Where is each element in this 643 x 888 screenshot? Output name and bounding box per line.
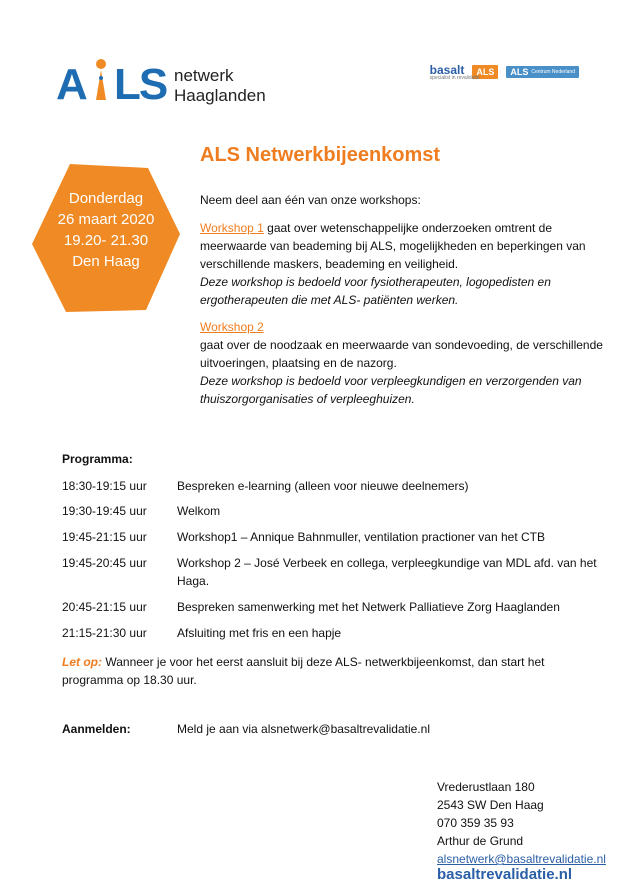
programma-desc: Welkom	[177, 504, 221, 518]
intro-text: Neem deel aan één van onze workshops:	[200, 193, 421, 207]
note-let-op	[62, 653, 582, 689]
contact-phone: 070 359 35 93	[437, 816, 514, 830]
let-op-label: Let op:	[62, 655, 102, 669]
contact-name: Arthur de Grund	[437, 834, 524, 848]
workshop-2-text: gaat over de noodzaak en meerwaarde van sondevoeding, de verschillende uitvoeringen, plaatsing en de nazorg.	[200, 338, 603, 370]
aanmelden-text: Meld je aan via alsnetwerk@basaltrevalidatie.nl	[177, 722, 430, 736]
basalt-logo: basalt specialist in revalidatie	[429, 63, 480, 81]
programma-desc: Workshop1 – Annique Bahnmuller, ventilation practioner van het CTB	[177, 530, 545, 544]
programma-desc: Bespreken e-learning (alleen voor nieuwe deelnemers)	[177, 479, 469, 493]
workshop-1-text: gaat over wetenschappelijke onderzoeken omtrent de meerwaarde van beademing bij ALS, mogelijkheden en beperkingen van verschillende maskers, beademing en veiligheid.	[200, 221, 586, 271]
workshop-1-audience: Deze workshop is bedoeld voor fysiotherapeuten, logopedisten en ergotherapeuten die met ALS- patiënten werken.	[200, 275, 551, 307]
badge-day: Donderdag	[68, 190, 144, 207]
programma-time: 19:30-19:45 uur	[62, 504, 147, 518]
logo-letters-ls: LS	[114, 60, 167, 109]
page-title: ALS Netwerkbijeenkomst	[200, 144, 441, 166]
workshop-2-audience: Deze workshop is bedoeld voor verpleegkundigen en verzorgenden van thuiszorgorganisaties of verpleeghuizen.	[200, 374, 582, 406]
aanmelden-label: Aanmelden:	[62, 722, 131, 736]
workshop-1	[200, 219, 610, 309]
badge-location: Den Haag	[72, 253, 140, 270]
workshop-2	[200, 318, 610, 408]
programma-time: 18:30-19:15 uur	[62, 479, 147, 493]
als-logo: ALS	[472, 65, 498, 79]
event-badge	[30, 160, 182, 316]
programma-desc: Bespreken samenwerking met het Netwerk Palliatieve Zorg Haaglanden	[177, 600, 560, 614]
programma-time: 20:45-21:15 uur	[62, 600, 147, 614]
contact-block	[437, 778, 606, 868]
badge-time: 19.20- 21.30	[63, 232, 149, 249]
website-link[interactable]: basaltrevalidatie.nl	[437, 866, 573, 883]
programma-time: 21:15-21:30 uur	[62, 626, 147, 640]
logo-figure-icon	[89, 56, 113, 104]
let-op-text: Wanneer je voor het eerst aansluit bij deze ALS- netwerkbijeenkomst, dan start het programma op 18.30 uur.	[62, 655, 545, 687]
contact-street: Vrederustlaan 180	[437, 780, 535, 794]
workshop-1-link[interactable]: Workshop 1	[200, 221, 264, 235]
programma-time: 19:45-20:45 uur	[62, 556, 147, 570]
programma-time: 19:45-21:15 uur	[62, 530, 147, 544]
partner-logos	[430, 62, 579, 82]
als-netwerk-logo	[56, 54, 266, 114]
logo-letter-a: A	[56, 60, 86, 109]
logo-word-netwerk: netwerk	[174, 66, 234, 85]
programma-heading: Programma:	[62, 452, 133, 466]
programma-desc: Workshop 2 – José Verbeek en collega, verpleegkundige van MDL afd. van het Haga.	[177, 556, 597, 588]
badge-date: 26 maart 2020	[57, 211, 155, 228]
programma-desc: Afsluiting met fris en een hapje	[177, 626, 342, 640]
als-centrum-logo: ALS Centrum Nederland	[506, 66, 579, 78]
contact-postcode: 2543 SW Den Haag	[437, 798, 544, 812]
contact-email-link[interactable]: alsnetwerk@basaltrevalidatie.nl	[437, 852, 606, 866]
basalt-tagline: specialist in revalidatie	[429, 75, 480, 81]
workshop-2-link[interactable]: Workshop 2	[200, 320, 264, 334]
logo-word-haaglanden: Haaglanden	[174, 86, 266, 105]
